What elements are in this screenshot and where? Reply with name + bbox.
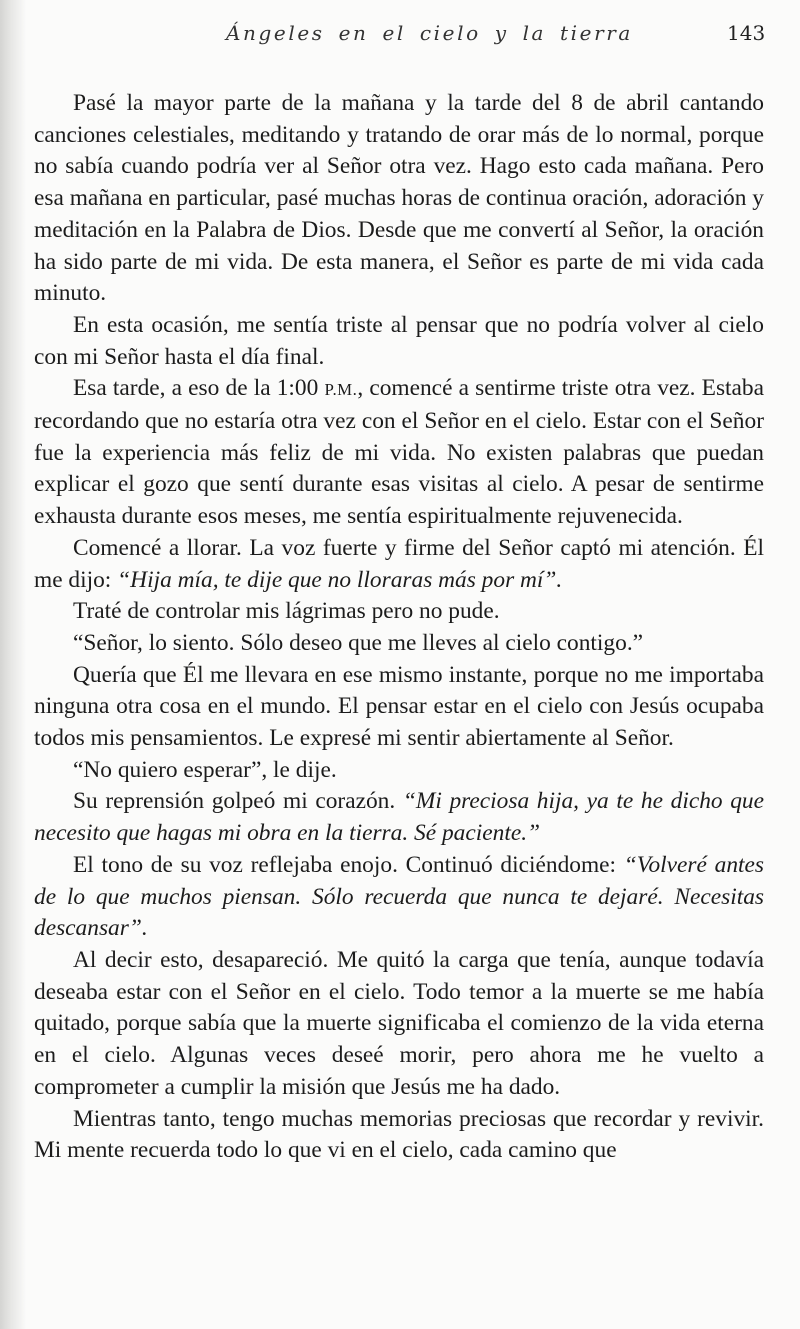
paragraph-text: Traté de controlar mis lágrimas pero no pude. bbox=[73, 598, 500, 625]
paragraph-7 bbox=[34, 660, 764, 755]
paragraph-text: “No quiero esperar”, le dije. bbox=[73, 756, 337, 783]
paragraph-text: Al decir esto, desapareció. Me quitó la carga que tenía, aunque todavía deseaba estar con el Señor en el cielo. Todo temor a la muerte se me había quitado, porque sabía que la muerte significaba el comienzo de la vida eterna en el cielo. Algunas veces deseé morir, pero ahora me he vuelto a comprometer a cumplir la misión que Jesús me ha dado. bbox=[34, 946, 764, 1100]
body-text bbox=[34, 88, 764, 1167]
page-number: 143 bbox=[727, 21, 766, 45]
page-gutter-shadow bbox=[0, 0, 26, 1329]
running-head: Ángeles en el cielo y la tierra bbox=[226, 21, 633, 45]
paragraph-3 bbox=[34, 373, 764, 533]
quoted-speech: “Mi preciosa hija, ya te he dicho que necesito que hagas mi obra en la tierra. Sé paciente.” bbox=[34, 788, 764, 847]
paragraph-text: , comencé a sentirme triste otra vez. Estaba recordando que no estaría otra vez con el Señor en el cielo. Estar con el Señor fue la experiencia más feliz de mi vida. No existen palabras que puedan explicar el gozo que sentí durante esas visitas al cielo. A pesar de sentirme exhausta durante esos meses, me sentía espiritualmente rejuvenecida. bbox=[34, 375, 765, 530]
page-header bbox=[0, 17, 800, 51]
paragraph-text: Comencé a llorar. La voz fuerte y firme del Señor captó mi atención. Él me dijo: bbox=[34, 534, 764, 593]
paragraph-1 bbox=[34, 88, 764, 310]
paragraph-5 bbox=[34, 596, 764, 628]
paragraph-text: Su reprensión golpeó mi corazón. bbox=[73, 788, 403, 815]
paragraph-8 bbox=[34, 755, 764, 787]
paragraph-2 bbox=[34, 310, 764, 373]
paragraph-text: “Señor, lo siento. Sólo deseo que me lleves al cielo contigo.” bbox=[73, 629, 644, 656]
paragraph-text: Mientras tanto, tengo muchas memorias preciosas que recordar y revivir. Mi mente recuerda todo lo que vi en el cielo, cada camino que bbox=[34, 1105, 764, 1164]
paragraph-10 bbox=[34, 850, 764, 945]
paragraph-11 bbox=[34, 945, 764, 1104]
paragraph-text: El tono de su voz reflejaba enojo. Continuó diciéndome: bbox=[73, 851, 624, 878]
paragraph-4 bbox=[34, 533, 764, 596]
quoted-speech: “Hija mía, te dije que no lloraras más por mí”. bbox=[117, 566, 563, 593]
paragraph-9 bbox=[34, 786, 764, 849]
paragraph-6 bbox=[34, 628, 764, 660]
paragraph-text: Quería que Él me llevara en ese mismo instante, porque no me importaba ninguna otra cosa en el mundo. El pensar estar en el cielo con Jesús ocupaba todos mis pensamientos. Le expresé mi sentir abiertamente al Señor. bbox=[34, 661, 764, 752]
paragraph-text: En esta ocasión, me sentía triste al pensar que no podría volver al cielo con mi Señor hasta el día final. bbox=[34, 311, 764, 370]
quoted-speech: “Volveré antes de lo que muchos piensan. Sólo recuerda que nunca te dejaré. Necesitas descansar”. bbox=[34, 851, 764, 942]
paragraph-text: Esa tarde, a eso de la 1:00 bbox=[73, 375, 325, 402]
paragraph-text: Pasé la mayor parte de la mañana y la tarde del 8 de abril cantando canciones celestiales, meditando y tratando de orar más de lo normal, porque no sabía cuando podría ver al Señor otra vez. Hago esto cada mañana. Pero esa mañana en particular, pasé muchas horas de continua oración, adoración y meditación en la Palabra de Dios. Desde que me convertí al Señor, la oración ha sido parte de mi vida. De esta manera, el Señor es parte de mi vida cada minuto. bbox=[34, 90, 764, 307]
paragraph-12 bbox=[34, 1104, 764, 1167]
time-abbreviation: P.M. bbox=[324, 380, 358, 400]
